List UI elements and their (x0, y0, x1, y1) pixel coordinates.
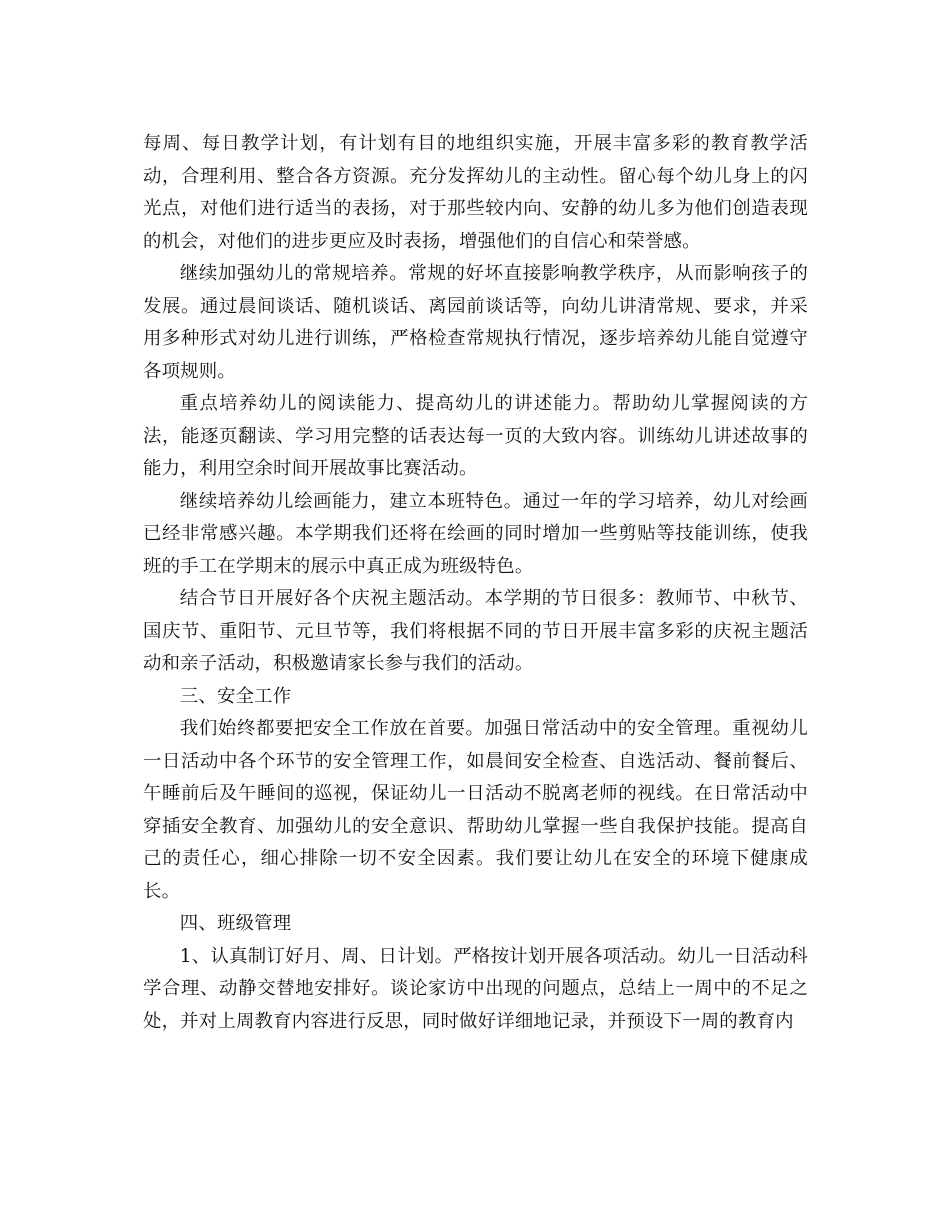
document-body (143, 128, 808, 1038)
paragraph-routine-training: 继续加强幼儿的常规培养。常规的好坏直接影响教学秩序，从而影响孩子的发展。通过晨间谈话、随机谈话、离园前谈话等，向幼儿讲清常规、要求，并采用多种形式对幼儿进行训练，严格检查常规执行情况，逐步培养幼儿能自觉遵守各项规则。 (143, 263, 808, 382)
paragraph-teaching-plan: 每周、每日教学计划，有计划有目的地组织实施，开展丰富多彩的教育教学活动，合理利用、整合各方资源。充分发挥幼儿的主动性。留心每个幼儿身上的闪光点，对他们进行适当的表扬，对于那些较内向、安静的幼儿多为他们创造表现的机会，对他们的进步更应及时表扬，增强他们的自信心和荣誉感。 (143, 133, 808, 252)
paragraph-safety-work: 我们始终都要把安全工作放在首要。加强日常活动中的安全管理。重视幼儿一日活动中各个环节的安全管理工作，如晨间安全检查、自选活动、餐前餐后、午睡前后及午睡间的巡视，保证幼儿一日活动不脱离老师的视线。在日常活动中穿插安全教育、加强幼儿的安全意识、帮助幼儿掌握一些自我保护技能。提高自己的责任心，细心排除一切不安全因素。我们要让幼儿在安全的环境下健康成长。 (143, 718, 808, 902)
section-heading-safety: 三、安全工作 (179, 685, 292, 707)
paragraph-drawing-ability: 继续培养幼儿绘画能力，建立本班特色。通过一年的学习培养，幼儿对绘画已经非常感兴趣。本学期我们还将在绘画的同时增加一些剪贴等技能训练，使我班的手工在学期末的展示中真正成为班级特色。 (143, 490, 808, 577)
paragraph-reading-ability: 重点培养幼儿的阅读能力、提高幼儿的讲述能力。帮助幼儿掌握阅读的方法，能逐页翻读、学习用完整的话表达每一页的大致内容。训练幼儿讲述故事的能力，利用空余时间开展故事比赛活动。 (143, 393, 808, 479)
paragraph-class-plan: 1、认真制订好月、周、日计划。严格按计划开展各项活动。幼儿一日活动科学合理、动静交替地安排好。谈论家访中出现的问题点，总结上一周中的不足之处，并对上周教育内容进行反思，同时做好详细地记录，并预设下一周的教育内 (143, 945, 808, 1032)
paragraph-festival-activities: 结合节日开展好各个庆祝主题活动。本学期的节日很多：教师节、中秋节、国庆节、重阳节、元旦节等，我们将根据不同的节日开展丰富多彩的庆祝主题活动和亲子活动，积极邀请家长参与我们的活动。 (143, 588, 808, 674)
section-heading-class-management: 四、班级管理 (179, 913, 292, 934)
